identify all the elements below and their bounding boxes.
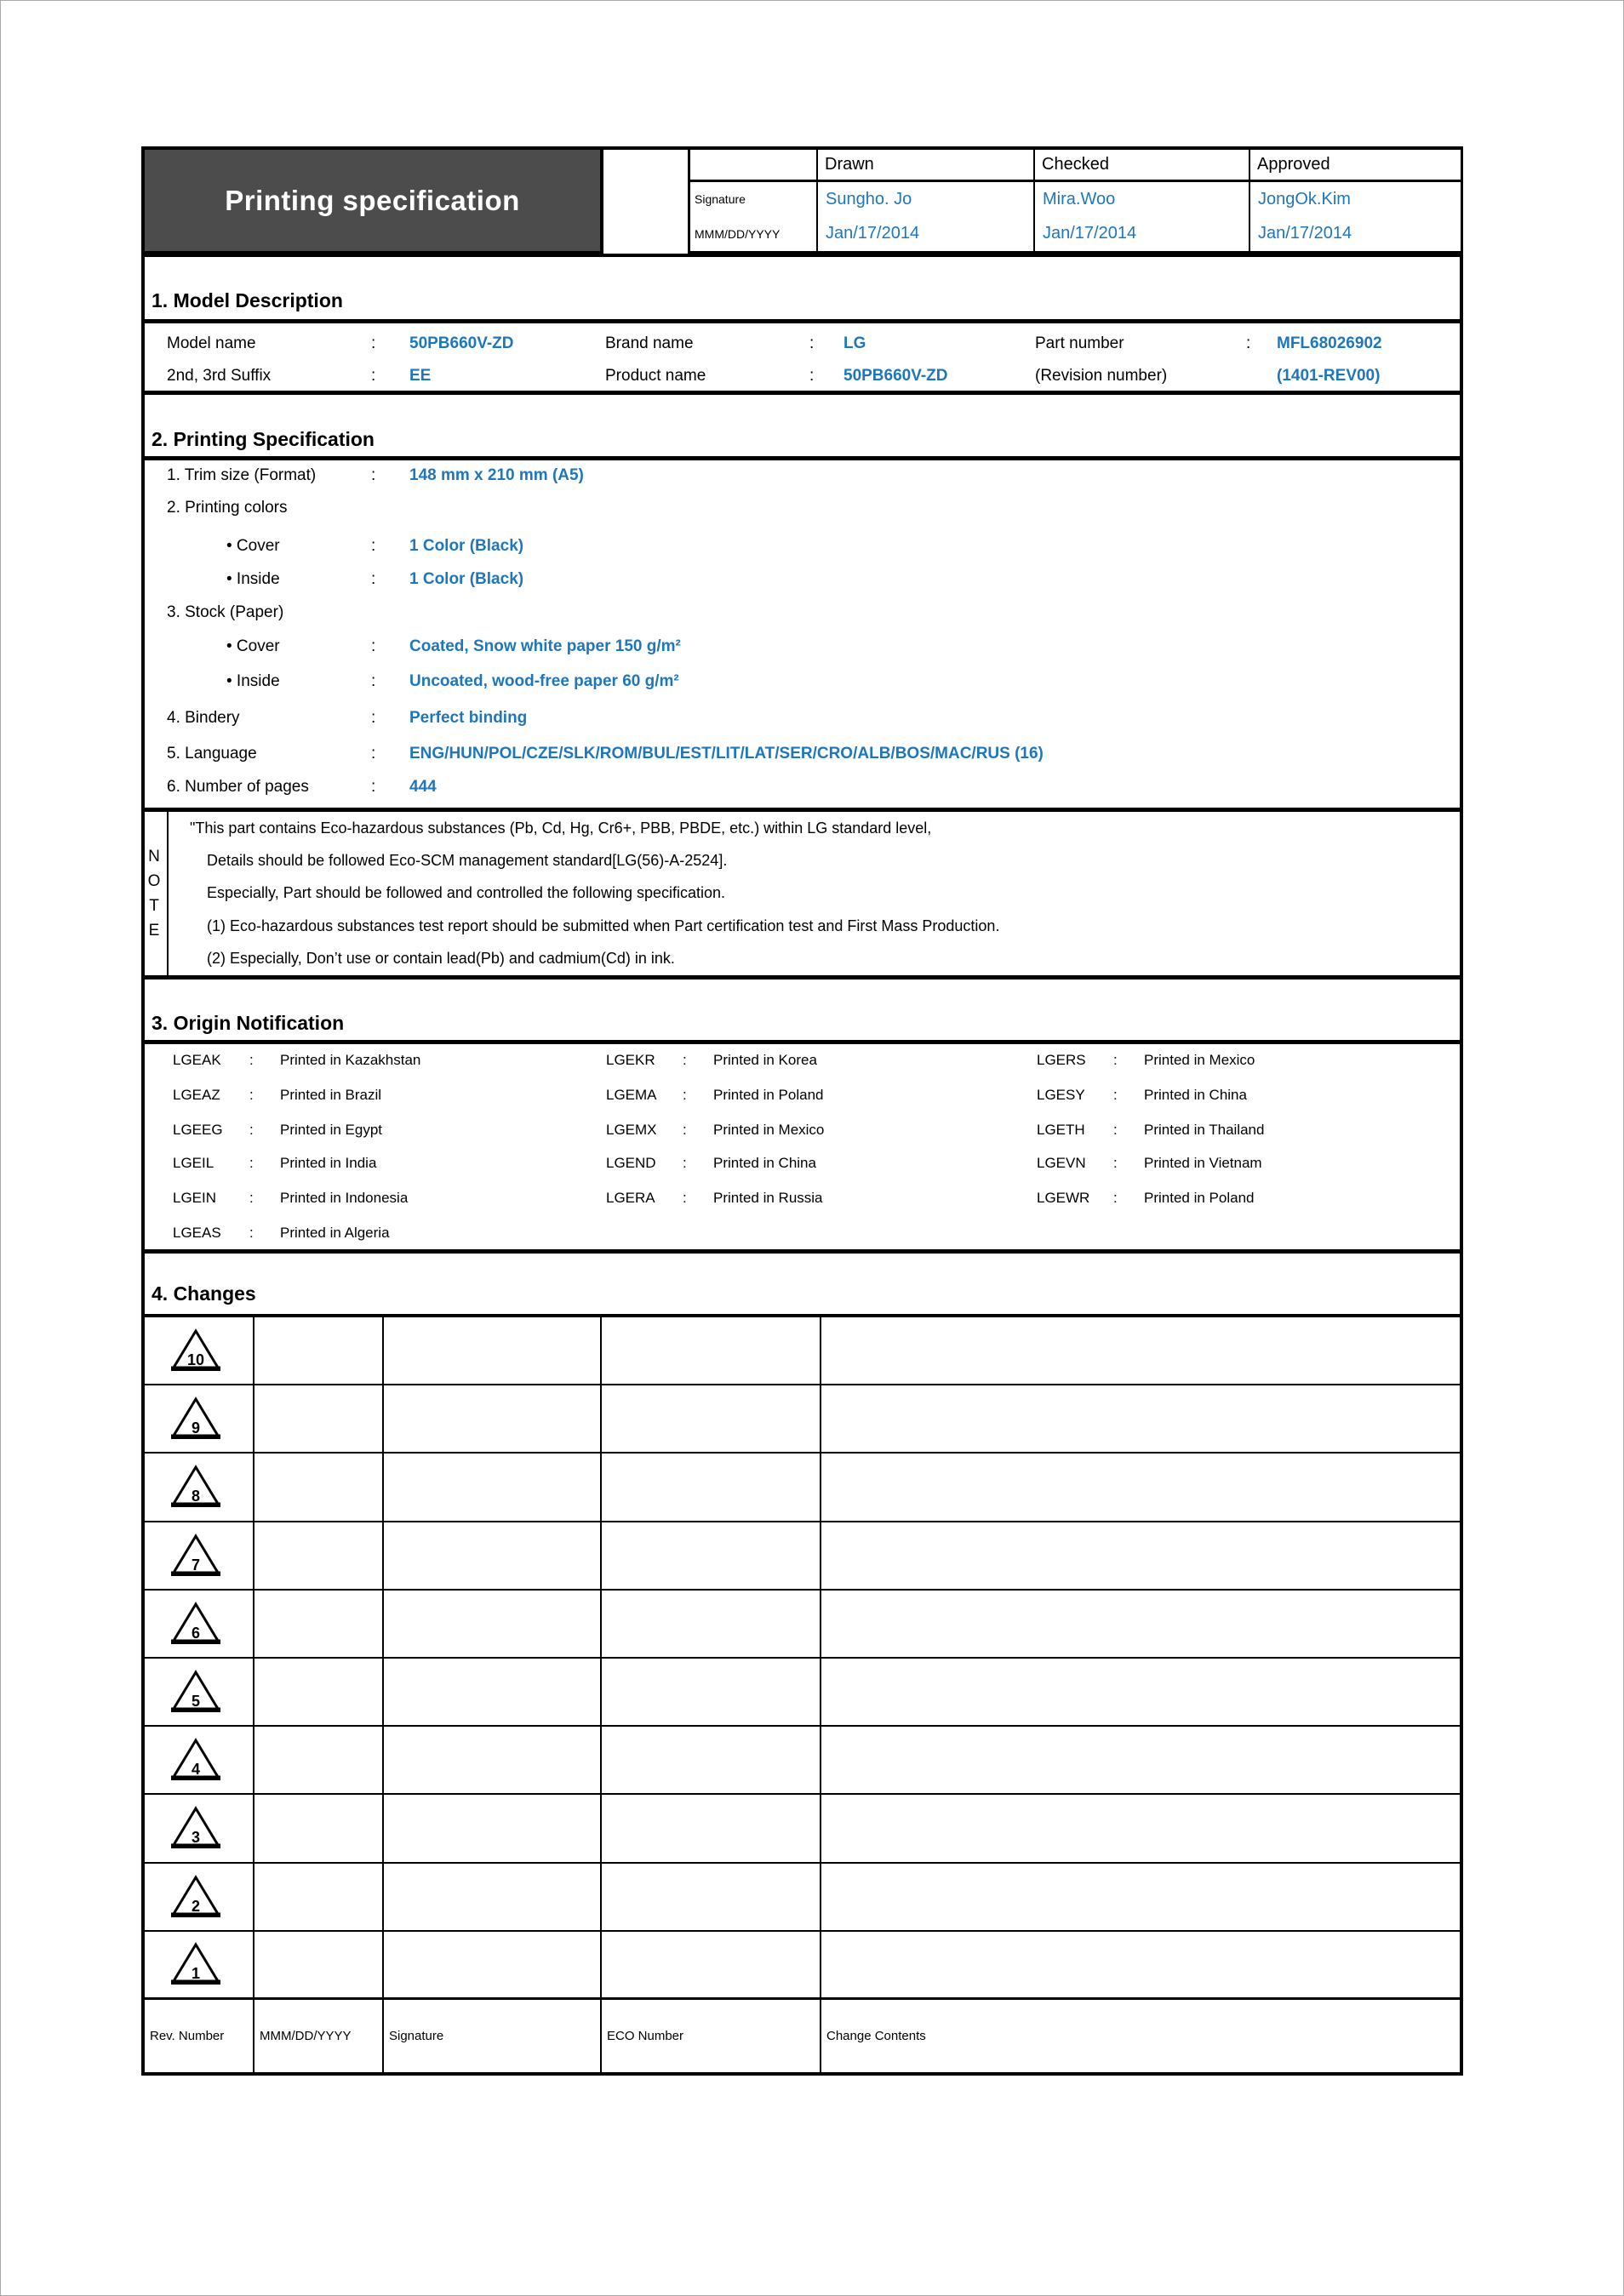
origin-colon: : [683, 1190, 687, 1206]
rule-spec-top [145, 456, 1460, 460]
origin-code: LGEIN [173, 1190, 217, 1206]
field-label: Brand name [605, 334, 694, 352]
approval-signature-drawn: Sungho. Jo [818, 182, 1035, 216]
origin-row [1, 1152, 1624, 1174]
rule-note-bottom [145, 975, 1460, 980]
field-label: Model name [167, 334, 256, 352]
changes-signature-cell [384, 1659, 602, 1727]
rule-model-bottom [145, 391, 1460, 395]
origin-colon: : [249, 1122, 254, 1138]
origin-code: LGEMX [606, 1122, 657, 1138]
changes-contents-cell [821, 1317, 1460, 1385]
revision-number: 7 [191, 1556, 201, 1574]
field-value: MFL68026902 [1277, 334, 1382, 352]
changes-signature-cell [384, 1522, 602, 1591]
changes-rev-cell [145, 1727, 254, 1795]
origin-code: LGEAZ [173, 1087, 220, 1103]
note-line: (2) Especially, Don’t use or contain lead(Pb) and cadmium(Cd) in ink. [207, 950, 675, 968]
note-line: Details should be followed Eco-SCM management standard[LG(56)-A-2524]. [207, 852, 728, 870]
model-field-suffix [167, 364, 431, 388]
origin-code: LGEVN [1037, 1155, 1086, 1171]
changes-signature-cell [384, 1795, 602, 1863]
note-letter: O [147, 872, 161, 890]
changes-signature-cell [384, 1385, 602, 1454]
changes-rev-cell [145, 1864, 254, 1932]
approval-header-checked: Checked [1035, 149, 1250, 182]
origin-row [1, 1119, 1624, 1141]
changes-footer-eco-number: ECO Number [602, 2000, 821, 2072]
changes-signature-cell [384, 1317, 602, 1385]
changes-rev-cell [145, 1385, 254, 1454]
field-value: LG [843, 334, 866, 352]
origin-place: Printed in Korea [713, 1052, 817, 1068]
revision-triangle-icon [171, 1465, 220, 1509]
spec-value: Uncoated, wood-free paper 60 g/m² [409, 672, 679, 690]
changes-date-cell [254, 1522, 384, 1591]
origin-place: Printed in Mexico [1144, 1052, 1255, 1068]
spec-row-stock [167, 601, 409, 625]
model-field-part-number [1035, 332, 1382, 356]
revision-number: 4 [191, 1761, 201, 1779]
revision-triangle-icon [171, 1396, 220, 1441]
changes-rev-cell [145, 1659, 254, 1727]
changes-eco-cell [602, 1454, 821, 1522]
spec-value: 444 [409, 778, 437, 796]
approval-signature-approved: JongOk.Kim [1258, 189, 1351, 208]
origin-code: LGEEG [173, 1122, 223, 1138]
revision-triangle-icon [171, 1942, 220, 1986]
spec-label: • Cover [226, 537, 280, 555]
origin-place: Printed in Poland [1144, 1190, 1255, 1206]
field-colon: : [371, 367, 376, 385]
changes-contents-cell [821, 1659, 1460, 1727]
changes-date-cell [254, 1454, 384, 1522]
changes-rev-cell [145, 1932, 254, 2000]
spec-label: 5. Language [167, 745, 257, 762]
origin-place: Printed in Vietnam [1144, 1155, 1262, 1171]
changes-contents-cell [821, 1454, 1460, 1522]
changes-rev-cell [145, 1795, 254, 1863]
spec-value: ENG/HUN/POL/CZE/SLK/ROM/BUL/EST/LIT/LAT/SER/CRO/ALB/BOS/MAC/RUS (16) [409, 745, 1044, 762]
changes-date-cell [254, 1795, 384, 1863]
note-letter: E [148, 922, 160, 940]
origin-code: LGEAS [173, 1225, 221, 1241]
spec-row-trim-size [167, 464, 584, 488]
spec-label: 1. Trim size (Format) [167, 466, 317, 484]
spec-value: Coated, Snow white paper 150 g/m² [409, 637, 681, 655]
section-heading-changes: 4. Changes [152, 1282, 256, 1305]
approval-date-approved: Jan/17/2014 [1258, 224, 1352, 243]
section-heading-model-description: 1. Model Description [152, 288, 343, 311]
origin-place: Printed in Indonesia [280, 1190, 409, 1206]
model-field-model-name [167, 332, 514, 356]
changes-eco-cell [602, 1659, 821, 1727]
model-field-brand-name [605, 332, 866, 356]
approval-date-checked: Jan/17/2014 [1035, 216, 1250, 251]
approval-header-drawn: Drawn [818, 149, 1035, 182]
changes-rev-cell [145, 1454, 254, 1522]
spec-label: 3. Stock (Paper) [167, 603, 284, 621]
origin-colon: : [683, 1122, 687, 1138]
origin-place: Printed in Mexico [713, 1122, 825, 1138]
field-colon: : [809, 334, 815, 352]
spec-colon: : [371, 570, 376, 588]
spec-colon: : [371, 745, 376, 762]
field-value: EE [409, 367, 432, 385]
origin-place: Printed in China [713, 1155, 816, 1171]
spec-label: • Inside [226, 672, 280, 690]
spec-label: 2. Printing colors [167, 499, 288, 517]
spec-colon: : [371, 466, 376, 484]
changes-date-cell [254, 1727, 384, 1795]
spec-row-language [167, 742, 1044, 766]
field-label: Part number [1035, 334, 1124, 352]
changes-contents-cell [821, 1522, 1460, 1591]
section-heading-origin-notification: 3. Origin Notification [152, 1011, 345, 1034]
changes-contents-cell [821, 1591, 1460, 1659]
origin-colon: : [1113, 1087, 1118, 1103]
changes-table [141, 1314, 1463, 2076]
spec-row-bindery [167, 706, 527, 730]
origin-code: LGEKR [606, 1052, 655, 1068]
origin-colon: : [1113, 1155, 1118, 1171]
model-field-product-name [605, 364, 948, 388]
origin-place: Printed in Algeria [280, 1225, 390, 1241]
origin-code: LGEMA [606, 1087, 657, 1103]
revision-number: 8 [191, 1488, 201, 1505]
field-value: (1401-REV00) [1277, 367, 1381, 385]
origin-colon: : [249, 1087, 254, 1103]
origin-colon: : [249, 1225, 254, 1241]
document-title-box [141, 146, 603, 254]
changes-signature-cell [384, 1932, 602, 2000]
spec-value: Perfect binding [409, 709, 528, 727]
changes-date-cell [254, 1864, 384, 1932]
revision-number: 3 [191, 1829, 201, 1847]
spec-value: 148 mm x 210 mm (A5) [409, 466, 584, 484]
origin-code: LGEIL [173, 1155, 214, 1171]
revision-triangle-icon [171, 1806, 220, 1850]
revision-triangle-icon [171, 1738, 220, 1782]
changes-date-cell [254, 1591, 384, 1659]
changes-signature-cell [384, 1727, 602, 1795]
changes-eco-cell [602, 1591, 821, 1659]
origin-row [1, 1187, 1624, 1209]
origin-colon: : [249, 1052, 254, 1068]
note-side-label [141, 812, 167, 975]
spec-label: • Inside [226, 570, 280, 588]
origin-place: Printed in India [280, 1155, 377, 1171]
changes-eco-cell [602, 1795, 821, 1863]
changes-eco-cell [602, 1385, 821, 1454]
spec-value: 1 Color (Black) [409, 570, 524, 588]
revision-triangle-icon [171, 1875, 220, 1919]
approval-row-label-date: MMM/DD/YYYY [690, 216, 818, 251]
origin-place: Printed in Brazil [280, 1087, 382, 1103]
note-divider [167, 812, 169, 975]
origin-colon: : [1113, 1190, 1118, 1206]
note-body [180, 812, 1456, 975]
origin-place: Printed in China [1144, 1087, 1247, 1103]
revision-triangle-icon [171, 1602, 220, 1646]
spec-colon: : [371, 709, 376, 727]
changes-date-cell [254, 1317, 384, 1385]
changes-eco-cell [602, 1317, 821, 1385]
note-letter: T [149, 897, 159, 915]
field-label: Product name [605, 367, 706, 385]
spec-row-printing-colors [167, 496, 409, 520]
changes-eco-cell [602, 1932, 821, 2000]
field-label: (Revision number) [1035, 367, 1168, 385]
revision-triangle-icon [171, 1328, 220, 1373]
changes-contents-cell [821, 1385, 1460, 1454]
rule-model-top [145, 319, 1460, 323]
origin-place: Printed in Egypt [280, 1122, 383, 1138]
origin-code: LGERS [1037, 1052, 1086, 1068]
origin-colon: : [1113, 1052, 1118, 1068]
rule-origin-bottom [145, 1249, 1460, 1254]
spec-row-stock-cover [167, 635, 681, 659]
field-colon: : [371, 334, 376, 352]
spec-colon: : [371, 637, 376, 655]
origin-place: Printed in Poland [713, 1087, 824, 1103]
origin-place: Printed in Russia [713, 1190, 823, 1206]
spec-row-pages [167, 775, 437, 799]
changes-footer-date: MMM/DD/YYYY [254, 2000, 384, 2072]
rule-origin-top [145, 1040, 1460, 1044]
approval-signature-checked: Mira.Woo [1035, 182, 1250, 216]
changes-footer-rev-number: Rev. Number [145, 2000, 254, 2072]
origin-place: Printed in Kazakhstan [280, 1052, 421, 1068]
spec-value: 1 Color (Black) [409, 537, 524, 555]
field-value: 50PB660V-ZD [843, 367, 948, 385]
document-title: Printing specification [225, 184, 520, 216]
changes-date-cell [254, 1385, 384, 1454]
approval-date-drawn: Jan/17/2014 [818, 216, 1035, 251]
origin-colon: : [1113, 1122, 1118, 1138]
changes-rev-cell [145, 1591, 254, 1659]
origin-row [1, 1084, 1624, 1106]
model-field-revision-number [1035, 364, 1380, 388]
origin-row [1, 1049, 1624, 1071]
changes-contents-cell [821, 1932, 1460, 2000]
origin-place: Printed in Thailand [1144, 1122, 1265, 1138]
origin-colon: : [249, 1190, 254, 1206]
revision-number: 2 [191, 1897, 201, 1915]
field-label: 2nd, 3rd Suffix [167, 367, 272, 385]
origin-code: LGEAK [173, 1052, 221, 1068]
approval-table [688, 146, 1463, 254]
origin-code: LGEND [606, 1155, 656, 1171]
spec-label: • Cover [226, 637, 280, 655]
changes-signature-cell [384, 1454, 602, 1522]
changes-rev-cell [145, 1522, 254, 1591]
approval-row-label-signature: Signature [690, 182, 818, 216]
changes-contents-cell [821, 1795, 1460, 1863]
changes-eco-cell [602, 1727, 821, 1795]
changes-date-cell [254, 1932, 384, 2000]
revision-number: 5 [191, 1693, 201, 1711]
changes-eco-cell [602, 1864, 821, 1932]
field-value: 50PB660V-ZD [409, 334, 514, 352]
origin-colon: : [683, 1052, 687, 1068]
revision-number: 6 [191, 1624, 201, 1642]
origin-code: LGESY [1037, 1087, 1085, 1103]
approval-corner-cell [690, 149, 818, 182]
field-colon: : [1246, 334, 1251, 352]
note-line: (1) Eco-hazardous substances test report should be submitted when Part certification test and First Mass Production. [207, 917, 1000, 934]
changes-footer-change-contents: Change Contents [826, 2028, 926, 2043]
spec-colon: : [371, 778, 376, 796]
changes-signature-cell [384, 1864, 602, 1932]
approval-header-approved: Approved [1250, 149, 1461, 182]
revision-number: 10 [186, 1351, 205, 1369]
spec-row-colors-cover [167, 534, 523, 558]
origin-colon: : [249, 1155, 254, 1171]
changes-eco-cell [602, 1522, 821, 1591]
changes-footer-signature: Signature [384, 2000, 602, 2072]
origin-row [1, 1222, 1624, 1244]
changes-signature-cell [384, 1591, 602, 1659]
spec-label: 4. Bindery [167, 709, 240, 727]
origin-colon: : [683, 1155, 687, 1171]
origin-code: LGETH [1037, 1122, 1085, 1138]
spec-row-colors-inside [167, 568, 523, 591]
revision-triangle-icon [171, 1534, 220, 1578]
section-heading-printing-specification: 2. Printing Specification [152, 427, 375, 450]
field-colon: : [809, 367, 815, 385]
note-line: "This part contains Eco-hazardous substances (Pb, Cd, Hg, Cr6+, PBB, PBDE, etc.) within LG standard level, [190, 819, 932, 837]
revision-number: 9 [191, 1419, 201, 1437]
changes-rev-cell [145, 1317, 254, 1385]
spec-colon: : [371, 537, 376, 555]
changes-contents-cell [821, 1864, 1460, 1932]
changes-contents-cell [821, 1727, 1460, 1795]
spec-label: 6. Number of pages [167, 778, 309, 796]
origin-colon: : [683, 1087, 687, 1103]
spec-colon: : [371, 672, 376, 690]
revision-triangle-icon [171, 1670, 220, 1714]
origin-code: LGERA [606, 1190, 655, 1206]
spec-row-stock-inside [167, 670, 679, 694]
origin-code: LGEWR [1037, 1190, 1090, 1206]
note-line: Especially, Part should be followed and controlled the following specification. [207, 884, 726, 902]
revision-number: 1 [191, 1965, 201, 1983]
changes-date-cell [254, 1659, 384, 1727]
note-letter: N [148, 848, 160, 865]
